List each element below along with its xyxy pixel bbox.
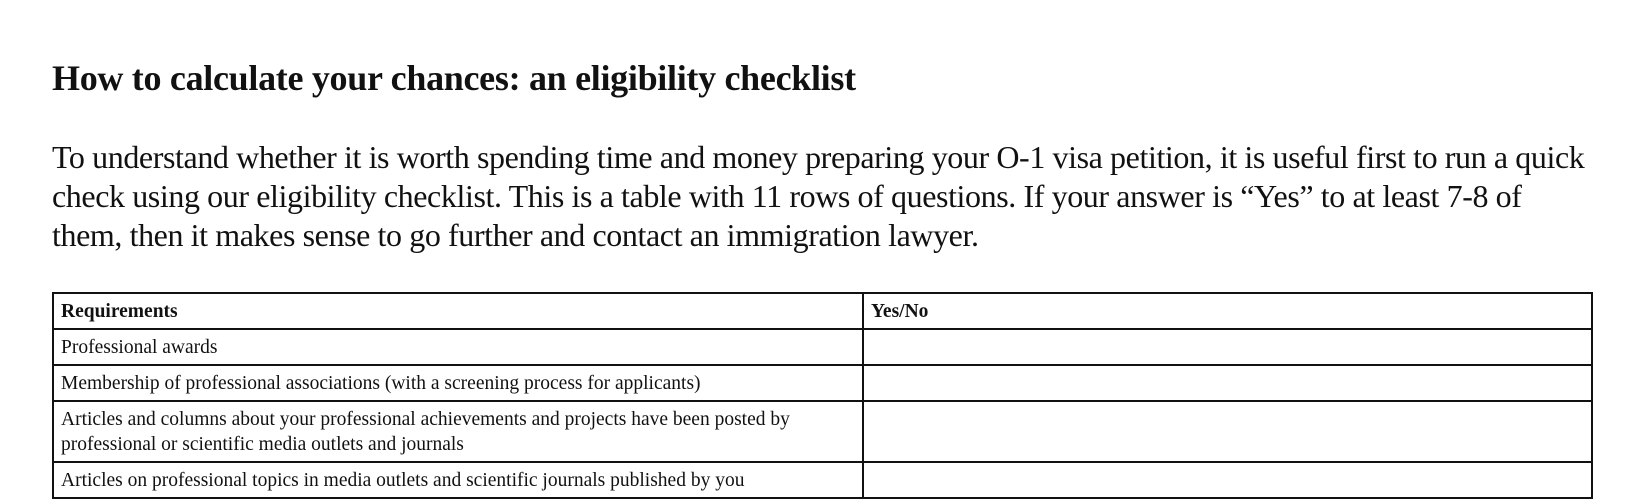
- answer-cell: [863, 365, 1592, 401]
- requirement-cell: Articles and columns about your professional achievements and projects have been posted by professional or scientific media outlets and journals: [53, 401, 863, 462]
- eligibility-checklist-table: [52, 292, 1593, 499]
- requirements-column-header: Requirements: [53, 293, 863, 329]
- table-row: [53, 365, 1592, 401]
- requirement-cell: Professional awards: [53, 329, 863, 365]
- answer-cell: [863, 462, 1592, 498]
- table-row: [53, 462, 1592, 498]
- answer-cell: [863, 401, 1592, 462]
- answer-cell: [863, 329, 1592, 365]
- intro-paragraph: To understand whether it is worth spending time and money preparing your O-1 visa petition, it is useful first to run a quick check using our eligibility checklist. This is a table with 11 rows of questions. If your answer is “Yes” to at least 7-8 of them, then it makes sense to go further and contact an immigration lawyer.: [52, 139, 1585, 253]
- table-row: [53, 329, 1592, 365]
- table-header-row: [53, 293, 1592, 329]
- requirement-cell: Membership of professional associations (with a screening process for applicants): [53, 365, 863, 401]
- requirement-cell: Articles on professional topics in media outlets and scientific journals published by you: [53, 462, 863, 498]
- table-row: [53, 401, 1592, 462]
- yes-no-column-header: Yes/No: [863, 293, 1592, 329]
- section-heading: How to calculate your chances: an eligibility checklist: [52, 58, 856, 98]
